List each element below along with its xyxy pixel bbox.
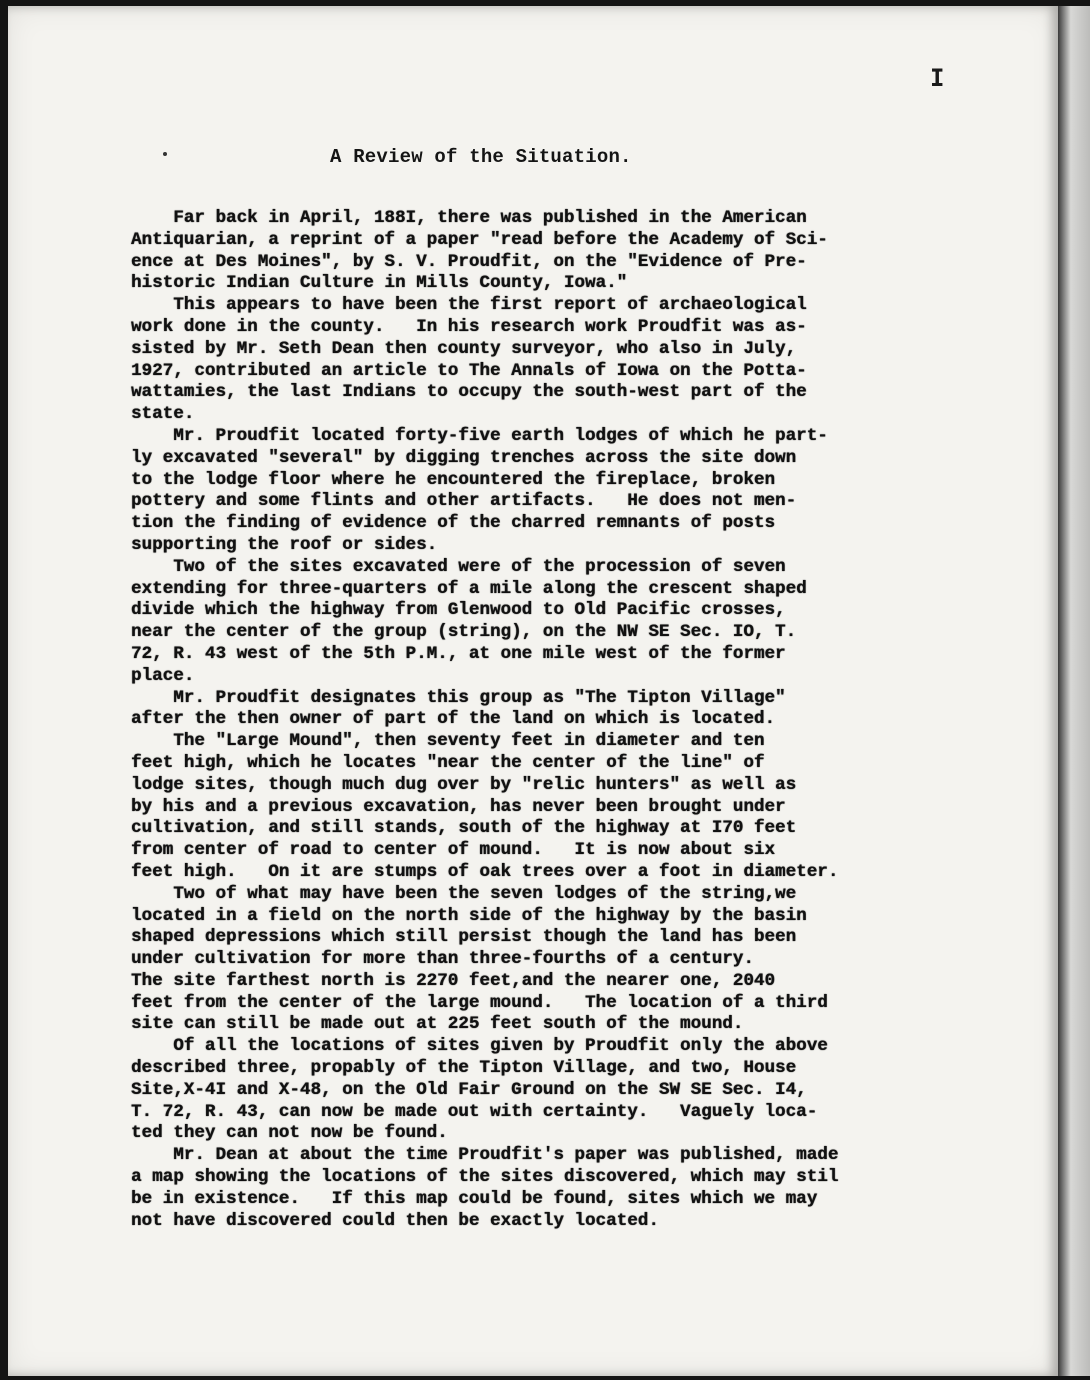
- text-line: The "Large Mound", then seventy feet in diameter and ten: [131, 731, 765, 752]
- text-line: Antiquarian, a reprint of a paper "read before the Academy of Sci-: [131, 229, 828, 250]
- text-line: cultivation, and still stands, south of the highway at I70 feet: [131, 818, 797, 839]
- text-line: tion the finding of evidence of the charred remnants of posts: [131, 513, 776, 534]
- text-line: be in existence. If this map could be found, sites which we may: [131, 1188, 818, 1209]
- text-line: state.: [131, 404, 195, 425]
- text-line: Two of what may have been the seven lodges of the string,we: [131, 883, 797, 904]
- text-line: described three, propably of the Tipton Village, and two, House: [131, 1058, 797, 1079]
- page-title: A Review of the Situation.: [330, 146, 632, 168]
- ink-speck: [163, 152, 167, 156]
- text-line: place.: [131, 665, 195, 686]
- text-line: located in a field on the north side of the highway by the basin: [131, 905, 807, 926]
- text-line: 72, R. 43 west of the 5th P.M., at one mile west of the former: [131, 643, 786, 664]
- text-line: feet high, which he locates "near the center of the line" of: [131, 752, 765, 773]
- text-line: Of all the locations of sites given by Proudfit only the above: [131, 1036, 828, 1057]
- page-number: I: [930, 64, 945, 92]
- text-line: extending for three-quarters of a mile along the crescent shaped: [131, 578, 807, 599]
- text-line: wattamies, the last Indians to occupy the south-west part of the: [131, 382, 807, 403]
- text-line: from center of road to center of mound. It is now about six: [131, 840, 776, 861]
- text-line: Far back in April, 188I, there was published in the American: [131, 208, 807, 228]
- text-line: shaped depressions which still persist though the land has been: [131, 927, 797, 948]
- text-line: site can still be made out at 225 feet south of the mound.: [131, 1014, 744, 1035]
- text-line: supporting the roof or sides.: [131, 534, 438, 555]
- page-edge: [1058, 6, 1090, 1376]
- text-line: not have discovered could then be exactly located.: [131, 1210, 659, 1231]
- text-line: to the lodge floor where he encountered the fireplace, broken: [131, 469, 776, 490]
- text-line: ly excavated "several" by digging trenches across the site down: [131, 447, 797, 468]
- text-line: historic Indian Culture in Mills County, Iowa.": [131, 273, 628, 294]
- text-line: sisted by Mr. Seth Dean then county surveyor, who also in July,: [131, 338, 797, 359]
- text-line: divide which the highway from Glenwood to Old Pacific crosses,: [131, 600, 786, 621]
- text-line: lodge sites, though much dug over by "relic hunters" as well as: [131, 774, 797, 795]
- text-line: a map showing the locations of the sites discovered, which may stil: [131, 1167, 839, 1188]
- text-line: near the center of the group (string), on the NW SE Sec. IO, T.: [131, 622, 797, 643]
- text-line: Two of the sites excavated were of the procession of seven: [131, 556, 786, 577]
- text-line: Mr. Dean at about the time Proudfit's paper was published, made: [131, 1145, 839, 1166]
- text-line: Site,X-4I and X-48, on the Old Fair Ground on the SW SE Sec. I4,: [131, 1079, 807, 1100]
- text-line: under cultivation for more than three-fourths of a century.: [131, 949, 754, 970]
- text-line: This appears to have been the first report of archaeological: [131, 295, 807, 316]
- text-line: ted they can not now be found.: [131, 1123, 448, 1144]
- body-text: [131, 208, 1001, 1232]
- text-line: Mr. Proudfit designates this group as "The Tipton Village": [131, 687, 786, 708]
- text-line: ence at Des Moines", by S. V. Proudfit, on the "Evidence of Pre-: [131, 251, 807, 272]
- text-line: Mr. Proudfit located forty-five earth lodges of which he part-: [131, 425, 828, 446]
- text-line: after the then owner of part of the land on which is located.: [131, 709, 776, 730]
- text-line: T. 72, R. 43, can now be made out with certainty. Vaguely loca-: [131, 1101, 818, 1122]
- text-line: work done in the county. In his research work Proudfit was as-: [131, 316, 807, 337]
- text-line: by his and a previous excavation, has never been brought under: [131, 796, 786, 817]
- text-line: pottery and some flints and other artifacts. He does not men-: [131, 491, 797, 512]
- text-line: feet from the center of the large mound. The location of a third: [131, 992, 828, 1013]
- text-line: The site farthest north is 2270 feet,and the nearer one, 2040: [131, 970, 776, 991]
- text-line: 1927, contributed an article to The Annals of Iowa on the Potta-: [131, 360, 807, 381]
- text-line: feet high. On it are stumps of oak trees over a foot in diameter.: [131, 861, 839, 882]
